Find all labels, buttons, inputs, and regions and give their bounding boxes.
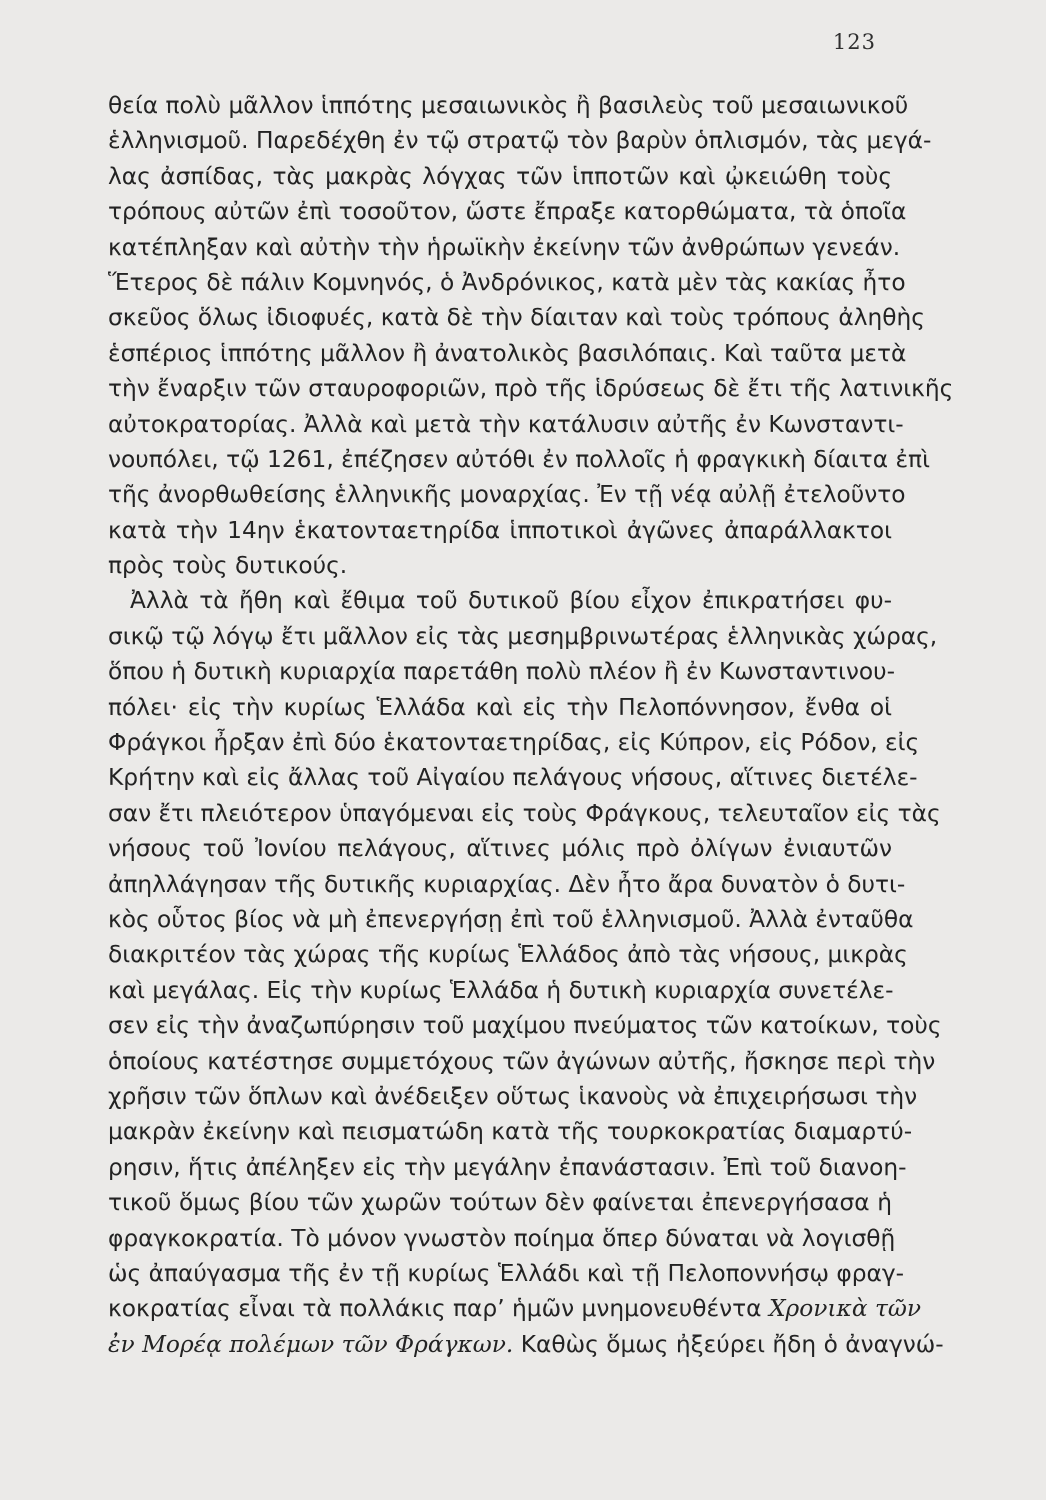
text-line: κατὰ τὴν 14ην ἑκατονταετηρίδα ἱπποτικοὶ ἀγῶνες ἀπαράλλακτοι (108, 516, 892, 544)
body-text (108, 88, 954, 1362)
text-line: ἀπηλλάγησαν τῆς δυτικῆς κυριαρχίας. Δὲν ἦτο ἄρα δυνατὸν ὁ δυτι- (108, 870, 906, 898)
text-line: μακρὰν ἐκείνην καὶ πεισματώδη κατὰ τῆς τουρκοκρατίας διαμαρτύ- (108, 1118, 913, 1146)
text-line: θεία πολὺ μᾶλλον ἱππότης μεσαιωνικὸς ἢ βασιλεὺς τοῦ μεσαιωνικοῦ (108, 92, 909, 119)
text-line: διακριτέον τὰς χώρας τῆς κυρίως Ἑλλάδος ἀπὸ τὰς νήσους, μικρὰς (108, 941, 908, 969)
text-line: σαν ἔτι πλειότερον ὑπαγόμεναι εἰς τοὺς Φράγκους, τελευταῖον εἰς τὰς (108, 799, 941, 827)
text-line: αὐτοκρατορίας. Ἀλλὰ καὶ μετὰ τὴν κατάλυσιν αὐτῆς ἐν Κωνσταντι- (108, 410, 904, 438)
book-title-italic: Χρονικὰ τῶν (768, 1295, 922, 1323)
paragraph-end-line: πρὸς τοὺς δυτικούς. (108, 552, 348, 580)
text-line: ὡς ἀπαύγασμα τῆς ἐν τῇ κυρίως Ἑλλάδι καὶ τῇ Πελοποννήσῳ φραγ- (108, 1259, 905, 1287)
text-line-with-title (108, 1291, 922, 1326)
text-line: νήσους τοῦ Ἰονίου πελάγους, αἵτινες μόλις πρὸ ὀλίγων ἐνιαυτῶν (108, 835, 892, 863)
text-line: ὅπου ἡ δυτικὴ κυριαρχία παρετάθη πολὺ πλέον ἢ ἐν Κωνσταντινου- (108, 658, 896, 686)
text-line: τικοῦ ὅμως βίου τῶν χωρῶν τούτων δὲν φαίνεται ἐπενεργήσασα ἡ (108, 1189, 892, 1217)
page-number: 123 (832, 30, 876, 54)
line-text: κοκρατίας εἶναι τὰ πολλάκις παρ’ ἡμῶν μνημονευθέντα (108, 1295, 762, 1323)
text-line: χρῆσιν τῶν ὅπλων καὶ ἀνέδειξεν οὕτως ἱκανοὺς νὰ ἐπιχειρήσωσι τὴν (108, 1082, 918, 1110)
text-line: κατέπληξαν καὶ αὐτὴν τὴν ἡρωϊκὴν ἐκείνην τῶν ἀνθρώπων γενεάν. (108, 233, 901, 261)
text-line: ἑλληνισμοῦ. Παρεδέχθη ἐν τῷ στρατῷ τὸν βαρὺν ὁπλισμόν, τὰς μεγά- (108, 127, 932, 155)
text-line: κὸς οὗτος βίος νὰ μὴ ἐπενεργήσῃ ἐπὶ τοῦ ἑλληνισμοῦ. Ἀλλὰ ἐνταῦθα (108, 905, 914, 933)
text-line: λας ἀσπίδας, τὰς μακρὰς λόγχας τῶν ἱπποτῶν καὶ ᾠκειώθη τοὺς (108, 162, 892, 190)
line-text: Καθὼς ὅμως ἠξεύρει ἤδη ὁ ἀναγνώ- (520, 1330, 944, 1358)
text-line: σεν εἰς τὴν ἀναζωπύρησιν τοῦ μαχίμου πνεύματος τῶν κατοίκων, τοὺς (108, 1012, 942, 1040)
paragraph-start-line: Ἀλλὰ τὰ ἤθη καὶ ἔθιμα τοῦ δυτικοῦ βίου εἶχον ἐπικρατήσει φυ- (130, 587, 892, 615)
text-line-with-title (108, 1327, 944, 1362)
text-line: φραγκοκρατία. Τὸ μόνον γνωστὸν ποίημα ὅπερ δύναται νὰ λογισθῇ (108, 1224, 896, 1252)
text-line: πόλει· εἰς τὴν κυρίως Ἑλλάδα καὶ εἰς τὴν Πελοπόννησον, ἔνθα οἱ (108, 693, 892, 721)
text-line: Ἕτερος δὲ πάλιν Κομνηνός, ὁ Ἀνδρόνικος, κατὰ μὲν τὰς κακίας ἦτο (108, 268, 906, 296)
text-line: Κρήτην καὶ εἰς ἄλλας τοῦ Αἰγαίου πελάγους νήσους, αἵτινες διετέλε- (108, 764, 918, 792)
text-line: ρησιν, ἥτις ἀπέληξεν εἰς τὴν μεγάλην ἐπανάστασιν. Ἐπὶ τοῦ διανοη- (108, 1153, 907, 1181)
text-line: τὴν ἔναρξιν τῶν σταυροφοριῶν, πρὸ τῆς ἱδρύσεως δὲ ἔτι τῆς λατινικῆς (108, 375, 954, 403)
book-title-italic: ἐν Μορέᾳ πολέμων τῶν Φράγκων. (108, 1330, 514, 1358)
text-line: σικῷ τῷ λόγῳ ἔτι μᾶλλον εἰς τὰς μεσημβρινωτέρας ἑλληνικὰς χώρας, (108, 622, 938, 650)
text-line: καὶ μεγάλας. Εἰς τὴν κυρίως Ἑλλάδα ἡ δυτικὴ κυριαρχία συνετέλε- (108, 976, 894, 1004)
text-line: τῆς ἀνορθωθείσης ἑλληνικῆς μοναρχίας. Ἐν τῇ νέᾳ αὐλῇ ἐτελοῦντο (108, 481, 906, 509)
text-line: τρόπους αὐτῶν ἐπὶ τοσοῦτον, ὥστε ἔπραξε κατορθώματα, τὰ ὁποῖα (108, 198, 907, 226)
text-line: ἑσπέριος ἱππότης μᾶλλον ἢ ἀνατολικὸς βασιλόπαις. Καὶ ταῦτα μετὰ (108, 339, 907, 367)
text-line: νουπόλει, τῷ 1261, ἐπέζησεν αὐτόθι ἐν πολλοῖς ἡ φραγκικὴ δίαιτα ἐπὶ (108, 445, 930, 473)
text-line: σκεῦος ὅλως ἰδιοφυές, κατὰ δὲ τὴν δίαιταν καὶ τοὺς τρόπους ἀληθὴς (108, 304, 925, 332)
text-line: Φράγκοι ἦρξαν ἐπὶ δύο ἑκατονταετηρίδας, εἰς Κύπρον, εἰς Ρόδον, εἰς (108, 729, 920, 757)
text-line: ὁποίους κατέστησε συμμετόχους τῶν ἀγώνων αὐτῆς, ἤσκησε περὶ τὴν (108, 1047, 936, 1075)
